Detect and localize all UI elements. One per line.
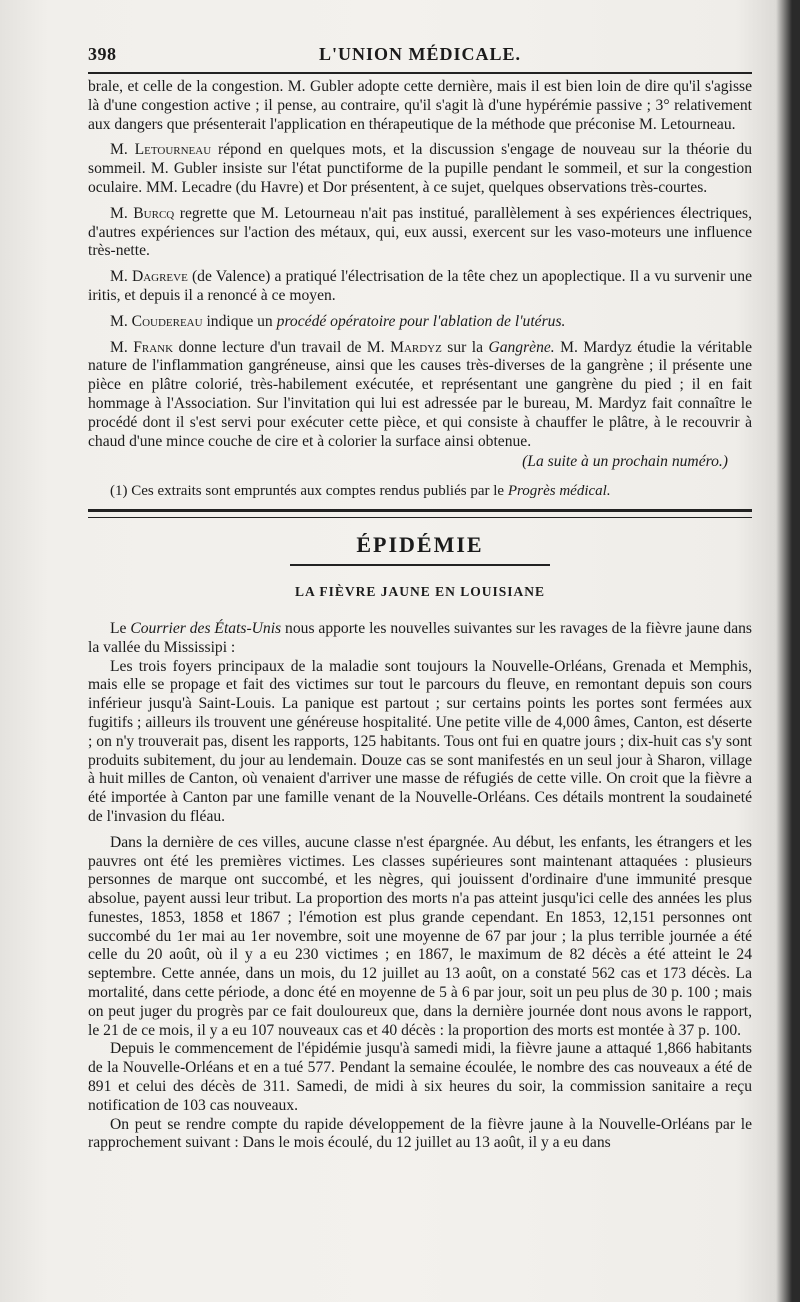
speaker-name: M. Burcq (110, 204, 175, 222)
speaker-name: M. Dagreve (110, 268, 188, 286)
journal-title: L'UNION MÉDICALE. (318, 44, 522, 64)
paragraph-text: répond en quelques mots, et la discussion s'engage de nouveau sur la théorie du sommeil. M. Gubler insiste sur l'état punctiforme de la pupille pendant le sommeil, et sur la congestion oculaire. MM. Lecadre (du Havre) et Dor présentent, à ce sujet, quelques observations très-courtes. (88, 141, 752, 196)
article-paragraph: Depuis le commencement de l'épidémie jusqu'à samedi midi, la fièvre jaune a attaqué 1,866 habitants de la Nouvelle-Orléans et en a tué 577. Pendant la semaine écoulée, le nombre des cas nouveaux a été de 891 et celui des décès de 311. Samedi, de midi à six heures du soir, la commission sanitaire a reçu notification de 103 cas nouveaux. (88, 1040, 752, 1114)
running-head (88, 38, 752, 74)
italic-text: Progrès médical. (507, 483, 611, 500)
epidemic-article (88, 620, 752, 1153)
section-title: ÉPIDÉMIE (356, 531, 484, 557)
speaker-name: M. Letourneau (110, 141, 212, 159)
title-rule (290, 564, 550, 566)
article-paragraph: Les trois foyers principaux de la maladie sont toujours la Nouvelle-Orléans, Grenada et Memphis, mais elle se propage et fait des victimes sur tout le parcours du fleuve, en remontant depuis son cours inférieur jusqu'à Saint-Louis. La panique est partout ; sur certains points les portes sont fermées aux fugitifs ; ailleurs ils trouvent une généreuse hospitalité. Une petite ville de 4,000 âmes, Canton, est déserte ; on n'y trouverait pas, disent les rapports, 125 habitants. Tous ont fui en quatre jours ; dix-huit cas s'y sont produits subitement, du jour au lendemain. Douze cas se sont manifestés en un seul jour à Sharon, village à huit milles de Canton, où venaient d'arriver une masse de réfugiés de cette ville. On croit que la fièvre a été importée à Canton par une famille venant de la Nouvelle-Orléans. Ces détails montrent la soudaineté de l'invasion du fléau. (88, 657, 752, 825)
paragraph-text: Le (110, 619, 131, 637)
section-divider (88, 509, 752, 518)
meeting-report (88, 78, 752, 501)
page-content (88, 38, 752, 1153)
paragraph-text: indique un (202, 312, 277, 330)
italic-text: procédé opératoire pour l'ablation de l'utérus. (276, 312, 566, 330)
paragraph-text: regrette que M. Letourneau n'ait pas institué, parallèlement à ses expériences électriques, d'autres expériences sur l'action des métaux, qui, eux aussi, exercent sur les vaso-moteurs une influence très-nette. (88, 204, 752, 260)
paragraph-text: nous apporte les nouvelles suivantes sur les ravages de la fièvre jaune dans la vallée du Mississipi : (88, 619, 752, 656)
footnote-text: (1) Ces extraits sont empruntés aux comptes rendus publiés par le (110, 483, 508, 500)
speaker-name: M. Coudereau (110, 312, 203, 330)
article-paragraph (88, 620, 752, 658)
report-paragraph (88, 339, 752, 452)
paragraph-text: (de Valence) a pratiqué l'électrisation de la tête chez un apoplectique. Il a vu survenir une iritis, et depuis il a renoncé à ce moyen. (88, 268, 752, 304)
article-paragraph: Dans la dernière de ces villes, aucune classe n'est épargnée. Au début, les enfants, les étrangers et les pauvres ont été les premières victimes. Les classes supérieures sont maintenant attaquées : plusieurs personnes de marque ont succombé, et les nègres, qui jouissent d'ordinaire d'une immunité presque absolue, payent aussi leur tribut. La proportion des morts n'a pas atteint jusqu'ici celle des années les plus funestes, 1853, 1858 et 1867 ; l'émotion est plus grande cependant. En 1853, 12,151 personnes ont succombé du 1er mai au 1er novembre, soit une moyenne de 67 par jour ; la plus terrible journée a été celle du 20 août, où il y a eu 230 victimes ; en 1867, le maximum de 82 décès a été atteint le 24 septembre. Cette année, dans un mois, du 12 juillet au 13 août, on a constaté 562 cas et 173 décès. La mortalité, dans cette période, a donc été en moyenne de 5 à 6 par jour, soit un peu plus de 30 p. 100 ; mais on peut juger du progrès par ce fait douloureux que, dans la dernière journée dont nous avons le rapport, le 21 de ce mois, il y a eu 107 nouveaux cas et 40 décès : la proportion des morts est montée à 37 p. 100. (88, 833, 752, 1039)
italic-text: Gangrène. (488, 338, 555, 356)
to-be-continued: (La suite à un prochain numéro.) (522, 453, 728, 471)
speaker-name: M. Frank (110, 338, 174, 356)
paragraph-text: M. Mardyz étudie la véritable nature de l'inflammation gangréneuse, ainsi que les causes très-diverses de la gangrène ; il présente une pièce en plâtre colorié, très-habilement exécutée, et représentant une gangrène du pied ; il en fait hommage à l'Association. Sur l'invitation qui lui est adressée par le bureau, M. Mardyz fait connaître le procédé dont il s'est servi pour exécuter cette pièce, et qui consiste à chauffer le plâtre, à le recouvrir à chaud d'une mince couche de cire et à colorier la surface ainsi obtenue. (88, 338, 752, 450)
page-number: 398 (88, 44, 117, 64)
article-paragraph: On peut se rendre compte du rapide développement de la fièvre jaune à la Nouvelle-Orléans par le rapprochement suivant : Dans le mois écoulé, du 12 juillet au 13 août, il y a eu dans (88, 1115, 752, 1152)
italic-text: Courrier des États-Unis (130, 619, 282, 637)
report-paragraph (88, 141, 752, 197)
author-name: M. Mardyz (366, 338, 442, 356)
footnote (88, 482, 752, 501)
report-paragraph (88, 205, 752, 261)
report-paragraph (88, 268, 752, 306)
paragraph-text: donne lecture d'un travail de (173, 338, 367, 356)
report-paragraph: brale, et celle de la congestion. M. Gubler adopte cette dernière, mais il est bien loin de dire qu'il s'agisse là d'une congestion active ; il pense, au contraire, qu'il s'agit là d'une hypérémie passive ; 3° relativement aux dangers que présenterait l'application en thérapeutique de la méthode que préconise M. Letourneau. (88, 78, 752, 133)
report-paragraph (88, 313, 752, 332)
article-title: LA FIÈVRE JAUNE EN LOUISIANE (294, 583, 546, 599)
paragraph-text: sur la (441, 338, 489, 356)
